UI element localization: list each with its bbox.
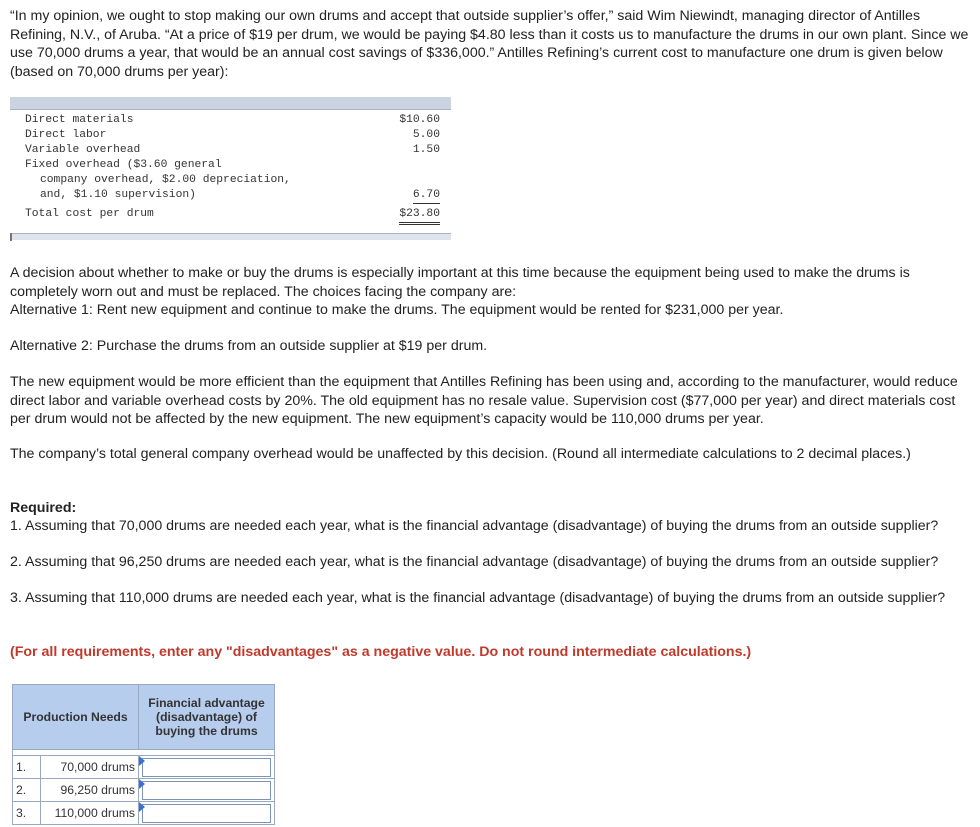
cost-label: and, $1.10 supervision): [40, 189, 196, 201]
row-unit: drums: [101, 782, 135, 797]
cost-label: company overhead, $2.00 depreciation,: [40, 174, 291, 186]
overhead-paragraph: The company’s total general company overhead would be unaffected by this decision. (Round all intermediate calculations to 2 decimal places.): [10, 446, 911, 462]
cost-label: Variable overhead: [25, 144, 141, 156]
intro-paragraph: “In my opinion, we ought to stop making our own drums and accept that outside supplier’s offer,” said Wim Niewindt, managing director of Antilles Refining, N.V., of Aruba. “At a price of $19 per drum, we would be paying $4.80 less than it costs us to manufacture the drums in our own plant. Since we use 70,000 drums a year, that would be an annual cost savings of $336,000.” Antilles Refining’s current cost to manufacture one drum is given below (based on 70,000 drums per year):: [10, 8, 969, 80]
cost-amount: 1.50: [412, 144, 440, 156]
cost-label: Total cost per drum: [25, 208, 154, 220]
cost-table-footer-bar: [10, 233, 451, 240]
cost-row-fixed-overhead: [10, 158, 451, 173]
answer-row-3: [13, 802, 275, 825]
answer-cell: [139, 779, 275, 802]
header-production-needs: Production Needs: [13, 685, 139, 750]
answer-input-1[interactable]: [142, 758, 271, 777]
answer-input-2[interactable]: [142, 781, 271, 800]
answer-input-3[interactable]: [142, 804, 271, 823]
cost-row-direct-labor: [10, 128, 451, 143]
requirement-1: 1. Assuming that 70,000 drums are needed each year, what is the financial advantage (disadvantage) of buying the drums from an outside supplier?: [10, 518, 939, 534]
row-number: 2.: [13, 779, 41, 802]
cost-amount: 5.00: [412, 129, 440, 141]
cost-amount: $23.80: [399, 207, 440, 225]
row-unit: drums: [101, 805, 135, 820]
answer-row-2: [13, 779, 275, 802]
row-quantity: 110,000 drums: [41, 802, 139, 825]
equipment-paragraph: The new equipment would be more efficient than the equipment that Antilles Refining has been using and, according to the manufacturer, would reduce direct labor and variable overhead costs by 20%. The old equipment has no resale value. Supervision cost ($77,000 per year) and direct materials cost per drum would not be affected by the new equipment. The new equipment’s capacity would be 110,000 drums per year.: [10, 374, 958, 427]
input-flag-icon: [139, 802, 145, 812]
cost-row-fixed-overhead-end: [10, 188, 451, 203]
requirement-3: 3. Assuming that 110,000 drums are needed each year, what is the financial advantage (disadvantage) of buying the drums from an outside supplier?: [10, 590, 946, 606]
cost-table-header-bar: [10, 97, 451, 110]
cost-amount: 6.70: [413, 188, 440, 204]
cost-label: Fixed overhead ($3.60 general: [25, 159, 222, 171]
cost-table: [10, 97, 451, 233]
row-number: 3.: [13, 802, 41, 825]
answer-cell: [139, 756, 275, 779]
input-flag-icon: [139, 756, 145, 766]
answer-row-1: [13, 756, 275, 779]
answer-cell: [139, 802, 275, 825]
answer-table: [12, 684, 275, 825]
cost-label: Direct materials: [25, 114, 134, 126]
row-number: 1.: [13, 756, 41, 779]
cost-row-direct-materials: [10, 113, 451, 128]
required-heading: Required:: [10, 500, 77, 516]
input-flag-icon: [139, 779, 145, 789]
cost-row-variable-overhead: [10, 143, 451, 158]
cost-label: Direct labor: [25, 129, 107, 141]
cost-amount: $10.60: [399, 114, 440, 126]
row-quantity: 96,250 drums: [41, 779, 139, 802]
instructions: (For all requirements, enter any "disadvantages" as a negative value. Do not round intermediate calculations.): [10, 644, 752, 660]
decision-paragraph: A decision about whether to make or buy the drums is especially important at this time because the equipment being used to make the drums is completely worn out and must be replaced. The choices facing the company are:: [10, 265, 910, 300]
cost-row-total: [10, 207, 451, 222]
requirement-2: 2. Assuming that 96,250 drums are needed each year, what is the financial advantage (disadvantage) of buying the drums from an outside supplier?: [10, 554, 939, 570]
alternative-1: Alternative 1: Rent new equipment and continue to make the drums. The equipment would be rented for $231,000 per year.: [10, 302, 784, 318]
row-unit: drums: [101, 759, 135, 774]
row-quantity: 70,000 drums: [41, 756, 139, 779]
cost-row-fixed-overhead-cont: [10, 173, 451, 188]
header-financial-advantage: Financial advantage (disadvantage) of buying the drums: [139, 685, 275, 750]
alternative-2: Alternative 2: Purchase the drums from an outside supplier at $19 per drum.: [10, 338, 488, 354]
